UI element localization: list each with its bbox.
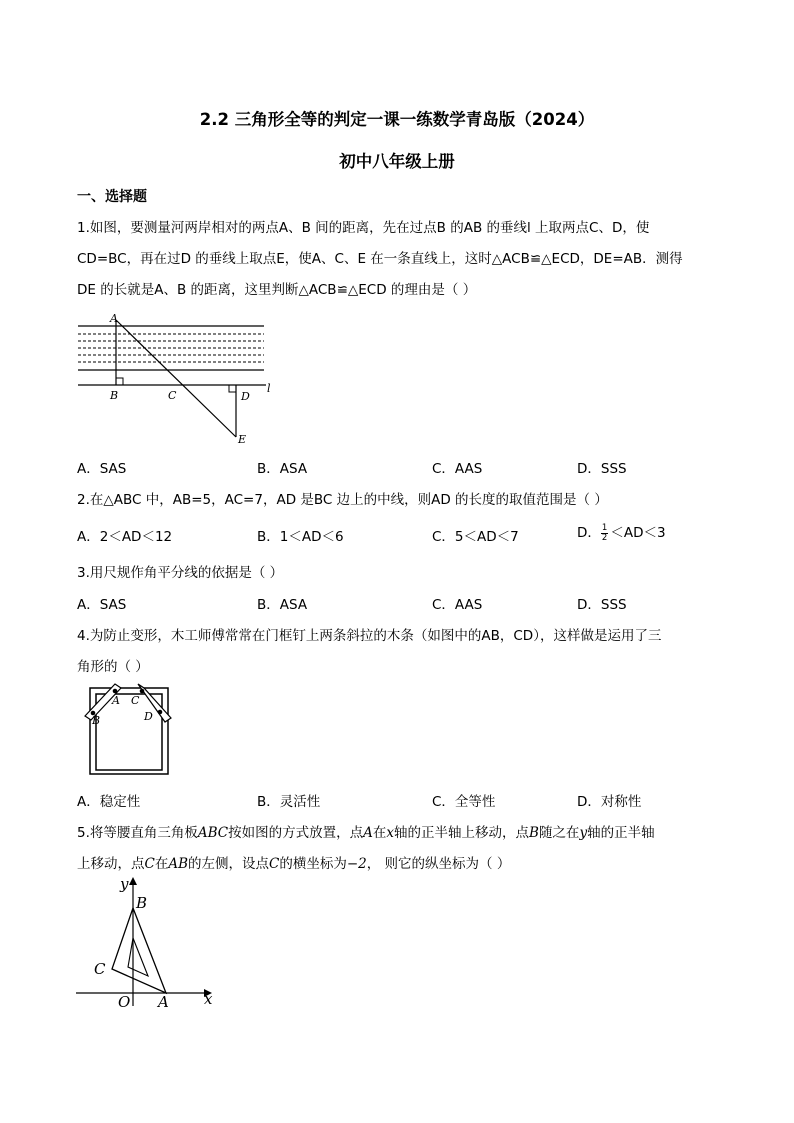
label-a: A — [110, 312, 118, 325]
q3-text: 3.用尺规作角平分线的依据是（ ） — [77, 565, 284, 581]
label-b: B — [92, 714, 101, 727]
q2-text: 2.在△ABC 中，AB=5，AC=7，AD 是BC 边上的中线，则AD 的长度的取值范围是（ ） — [77, 492, 608, 508]
q5-math-b: B — [529, 825, 539, 841]
right-angle-b — [116, 378, 123, 385]
q5-l2-math-ab: AB — [168, 856, 189, 872]
q1-option-b[interactable]: B．ASA — [257, 461, 308, 477]
y-axis-arrow — [129, 877, 137, 885]
triangle-inner — [128, 938, 148, 976]
q2-option-b[interactable]: B．1＜AD＜6 — [257, 529, 344, 545]
q5-line2 — [77, 852, 510, 872]
q5-text-6: 轴的正半轴 — [587, 825, 655, 841]
label-e: E — [238, 433, 247, 446]
q5-l2-text-5: ， 则它的纵坐标为（ ） — [366, 856, 511, 872]
label-a: A — [158, 993, 169, 1011]
q1-option-c[interactable]: C．AAS — [432, 461, 483, 477]
q5-l2-math-c2: C — [269, 856, 280, 872]
q2-option-d-suffix: ＜AD＜3 — [610, 525, 666, 541]
q5-l2-text-2: 在 — [154, 856, 169, 872]
q1-line3: DE 的长就是A、B 的距离，这里判断△ACB≌△ECD 的理由是（ ） — [77, 282, 477, 298]
q1-line2: CD=BC，再在过D 的垂线上取点E，使A、C、E 在一条直线上，这时△ACB≌△ECD，DE=AB．测得 — [77, 251, 683, 267]
q2-option-d[interactable] — [577, 521, 666, 543]
q1-option-a[interactable]: A．SAS — [77, 461, 127, 477]
q5-text-1: 5.将等腰直角三角板 — [77, 825, 198, 841]
label-o: O — [118, 993, 131, 1011]
label-d: D — [241, 390, 250, 403]
label-l: l — [267, 382, 271, 395]
q5-text-4: 轴的正半轴上移动，点 — [394, 825, 530, 841]
q3-option-c[interactable]: C．AAS — [432, 597, 483, 613]
q5-l2-text-3: 的左侧，设点 — [188, 856, 270, 872]
q5-l2-text-4: 的横坐标为 — [279, 856, 347, 872]
q5-math-a: A — [363, 825, 373, 841]
q2-option-d-fraction — [601, 524, 608, 543]
q5-text-3: 在 — [372, 825, 387, 841]
q5-l2-text-1: 上移动，点 — [77, 856, 145, 872]
q5-coordinate-figure — [70, 872, 220, 1014]
q4-option-a[interactable]: A．稳定性 — [77, 794, 141, 810]
label-d: D — [144, 710, 153, 723]
nail-a — [113, 689, 118, 694]
label-c: C — [131, 694, 140, 707]
label-a: A — [112, 694, 120, 707]
triangle-abc — [112, 908, 166, 993]
nail-d — [158, 710, 163, 715]
q5-l2-math-neg2: −2 — [346, 856, 367, 872]
q5-text-5: 随之在 — [538, 825, 580, 841]
right-angle-d — [229, 385, 236, 392]
segment-ae — [116, 320, 236, 437]
label-y: y — [120, 875, 129, 893]
q4-option-d[interactable]: D．对称性 — [577, 794, 642, 810]
document-title: 2.2 三角形全等的判定一课一练数学青岛版（2024） — [199, 110, 595, 129]
q1-river-figure — [70, 306, 280, 448]
q3-option-a[interactable]: A．SAS — [77, 597, 127, 613]
label-b: B — [110, 389, 119, 402]
q1-line1: 1.如图，要测量河两岸相对的两点A、B 间的距离，先在过点B 的AB 的垂线l 上取两点C、D，使 — [77, 220, 650, 236]
q3-option-d[interactable]: D．SSS — [577, 597, 627, 613]
q5-math-y: y — [579, 825, 588, 841]
label-c: C — [168, 389, 177, 402]
label-c: C — [94, 960, 106, 978]
q4-option-c[interactable]: C．全等性 — [432, 794, 496, 810]
q5-math-abc: ABC — [197, 825, 229, 841]
q5-l2-math-c: C — [144, 856, 155, 872]
q4-line2: 角形的（ ） — [77, 659, 149, 675]
q2-option-d-prefix: D． — [577, 525, 601, 541]
q5-line1 — [77, 821, 655, 841]
q5-text-2: 按如图的方式放置，点 — [228, 825, 364, 841]
document-subtitle: 初中八年级上册 — [339, 152, 455, 171]
q4-door-frame-figure — [80, 682, 180, 782]
fraction-denominator: 2 — [601, 532, 608, 543]
q3-option-b[interactable]: B．ASA — [257, 597, 308, 613]
q2-option-c[interactable]: C．5＜AD＜7 — [432, 529, 519, 545]
door-frame-inner — [96, 694, 162, 770]
label-x: x — [204, 990, 213, 1008]
fraction-numerator: 1 — [601, 522, 608, 533]
q4-line1: 4.为防止变形，木工师傅常常在门框钉上两条斜拉的木条（如图中的AB，CD），这样做是运用了三 — [77, 628, 662, 644]
q2-option-a[interactable]: A．2＜AD＜12 — [77, 529, 173, 545]
q1-option-d[interactable]: D．SSS — [577, 461, 627, 477]
label-b: B — [136, 894, 148, 912]
nail-c — [140, 689, 145, 694]
section-heading: 一、选择题 — [77, 189, 147, 205]
q4-option-b[interactable]: B．灵活性 — [257, 794, 321, 810]
q5-math-x: x — [386, 825, 395, 841]
